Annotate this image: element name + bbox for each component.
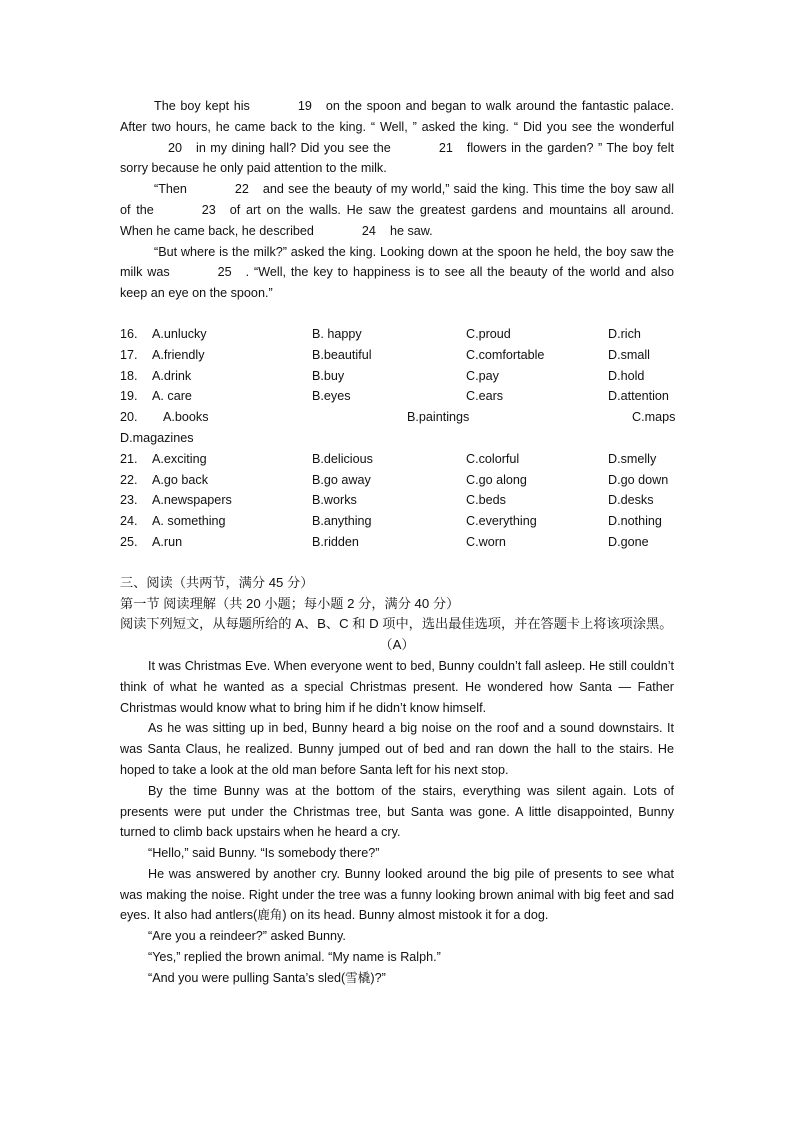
option-c: C.comfortable [466,347,545,362]
option-d: D.smelly [608,451,657,466]
option-d: D.attention [608,389,669,404]
question-number: 20. [120,410,138,425]
question-number: 23. [120,493,138,508]
blank-21: 21 [438,140,453,155]
passage-label: （A） [379,637,415,653]
section-subheading: 第一节 阅读理解（共 20 小题；每小题 2 分，满分 40 分） [120,595,460,611]
option-b: B.works [312,493,357,508]
option-d: D.desks [608,493,654,508]
question-number: 21. [120,451,138,466]
question-row [120,345,674,366]
option-b: B.beautiful [312,347,372,362]
option-d: D.go down [608,472,669,487]
question-row [120,511,674,532]
story-paragraph: “And you were pulling Santa’s sled(雪橇)?” [148,970,386,985]
option-b: B.buy [312,368,345,383]
cloze-options-list [120,324,674,553]
option-d: D.gone [608,534,649,549]
option-a: A.friendly [152,347,205,362]
option-a: A.books [163,410,209,425]
option-d: D.small [608,347,650,362]
option-a: A.run [152,534,183,549]
option-b: B.paintings [407,410,470,425]
option-d: D.hold [608,368,645,383]
question-number: 22. [120,472,138,487]
blank-24: 24 [361,223,376,238]
option-c: C.pay [466,368,499,383]
option-d: D.nothing [608,514,662,529]
option-a: A.newspapers [152,493,232,508]
option-c: C.proud [466,326,511,341]
story-paragraph: He was answered by another cry. Bunny looked around the big pile of presents to see what was making the noise. Right under the tree was a funny looking brown animal with big feet and sad eyes. It also had antlers(鹿角) on its head. Bunny almost mistook it for a dog. [120,866,674,923]
blank-23: 23 [201,202,216,217]
question-row [120,407,674,428]
option-a: A.go back [152,472,209,487]
option-d: D.rich [608,326,641,341]
option-d: D.magazines [120,430,194,445]
story-paragraph: “Yes,” replied the brown animal. “My name is Ralph.” [148,950,441,965]
question-row [120,386,674,407]
blank-25: 25 [217,265,232,280]
question-row [120,366,674,387]
story-paragraph: As he was sitting up in bed, Bunny heard a big noise on the roof and a sound downstairs. It was Santa Claus, he realized. Bunny jumped out of bed and ran down the hall to the stairs. He hoped to take a look at the old man before Santa left for his next stop. [120,721,674,777]
option-c: C.colorful [466,451,520,466]
cloze-paragraph-2: “Then 22 and see the beauty of my world,” said the king. This time the boy saw all of the 23 of art on the walls. He saw the greatest gardens and mountains all around. When he came back, he described 24 he saw. [120,179,674,241]
question-row [120,470,674,491]
story-paragraph: “Are you a reindeer?” asked Bunny. [148,929,346,944]
question-row [120,532,674,553]
section-heading: 三、阅读（共两节，满分 45 分） [120,574,314,590]
story-paragraph: “Hello,” said Bunny. “Is somebody there?” [148,846,380,861]
question-number: 16. [120,326,138,341]
story-paragraph: It was Christmas Eve. When everyone went to bed, Bunny couldn’t fall asleep. He still couldn’t think of what he wanted as a special Christmas present. He wondered how Santa — Father Christmas would know what to bring him if he didn’t know himself. [120,658,674,715]
question-number: 19. [120,389,138,404]
option-a: A. care [152,389,192,404]
blank-19: 19 [297,99,312,113]
reading-passage-a [120,656,674,989]
option-a: A. something [152,514,226,529]
option-c: C.go along [466,472,527,487]
question-number: 17. [120,347,138,362]
blank-22: 22 [234,182,249,197]
question-row [120,324,674,345]
question-row [120,449,674,470]
option-b: B.ridden [312,534,359,549]
question-number: 25. [120,534,138,549]
cloze-paragraph-3: “But where is the milk?” asked the king. Looking down at the spoon he held, the boy saw the milk was 25 . “Well, the key to happiness is to see all the beauty of the world and also keep an eye on the spoon.” [120,244,675,301]
cloze-passage [120,96,674,304]
option-c: C.everything [466,514,537,529]
option-a: A.drink [152,368,192,383]
story-paragraph: By the time Bunny was at the bottom of the stairs, everything was silent again. Lots of presents were put under the Christmas tree, but Santa was gone. A little disappointed, Bunny turned to climb back upstairs when he heard a cry. [120,783,674,840]
option-b: B.go away [312,472,371,487]
exam-page [120,96,674,989]
question-number: 24. [120,514,138,529]
question-row [120,490,674,511]
question-number: 18. [120,368,138,383]
option-b: B.delicious [312,451,373,466]
option-a: A.exciting [152,451,207,466]
reading-section-header [120,573,674,656]
blank-20: 20 [168,140,183,155]
section-instruction: 阅读下列短文，从每题所给的 A、B、C 和 D 项中，选出最佳选项，并在答题卡上将该项涂黑。 [120,616,673,632]
option-b: B.eyes [312,389,351,404]
option-c: C.maps [632,410,676,425]
option-c: C.ears [466,389,504,404]
cloze-paragraph-1: The boy kept his 19 on the spoon and began to walk around the fantastic palace. After two hours, he came back to the king. “ Well, ” asked the king. “ Did you see the wonderful20 in my dining hall? Did you see the 21 flowers in the garden? ” The boy felt sorry because he only paid attention to the milk. [120,96,674,179]
option-c: C.worn [466,534,506,549]
option-b: B.anything [312,514,372,529]
option-a: A.unlucky [152,326,207,341]
option-b: B. happy [312,326,362,341]
option-c: C.beds [466,493,506,508]
